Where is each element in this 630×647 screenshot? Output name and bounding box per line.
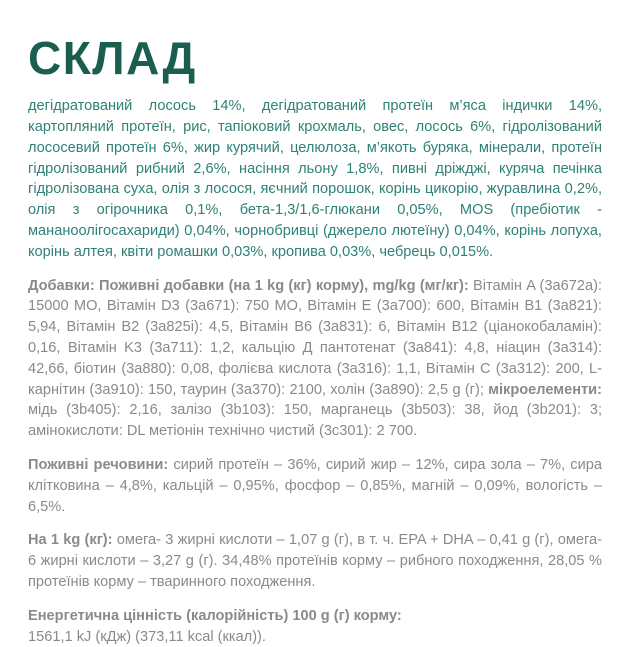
per-kg-text: омега- 3 жирні кислоти – 1,07 g (г), в т. ч. EPA + DHA – 0,41 g (г), омега- 6 жирні кислоти – 3,27 g (г). 34,48% протеїнів корму – рибного походження, 28,05 % протеїнів корму – тваринного походження. xyxy=(28,532,603,591)
page-title: СКЛАД xyxy=(28,32,197,84)
additives-lead: Добавки: Поживні добавки (на 1 kg (кг) корму), mg/kg (мг/кг): xyxy=(28,277,469,294)
energy-heading: Енергетична цінність (калорійність) 100 g (г) корму: xyxy=(28,607,402,624)
additives-vitamins-text: Вітамін A (3a672a): 15000 МО, Вітамін D3 (3a671): 750 МО, Вітамін E (3a700): 600, Вітамін B1 (3a821): 5,94, Вітамін B2 (3a825i): 4,5, Вітамін B6 (3a831): 6, Вітамін B12 (ціанокобаламін): 0,16, Вітамін K3 (3a711): 1,2, кальцію Д пантотенат (3a841): 4,8, ніацин (3a314): 42,66, біотин (3a880): 0,08, фолієва кислота (3a316): 1,1, Вітамін C (3a312): 200, L-карнітин (3a910): 150, таурин (3a370): 2100, холін (3a890): 2,5 g (г); xyxy=(28,277,602,398)
microelements-label: мікроелементи: xyxy=(488,381,602,398)
per-kg-lead: На 1 kg (кг): xyxy=(28,532,113,549)
additives-paragraph xyxy=(28,276,602,442)
nutrients-text: сирий протеїн – 36%, сирий жир – 12%, сира зола – 7%, сира клітковина – 4,8%, кальцій – 0,95%, фосфор – 0,85%, магній – 0,09%, вологість – 6,5%. xyxy=(28,457,602,515)
additives-microelements-text: мідь (3b405): 2,16, залізо (3b103): 150, марганець (3b503): 38, йод (3b201): 3; амінокислоти: DL метіонін технічно чистий (3c301): 2 700. xyxy=(28,402,602,440)
per-kg-paragraph xyxy=(28,530,602,592)
ingredients-paragraph: дегідратований лосось 14%, дегідратований протеїн м’яса індички 14%, картопляний протеїн, рис, тапіоковий крохмаль, овес, лосось 6%, гідролізований лососевий протеїн 6%, жир курячий, целюлоза, м’якоть буряка, мінерали, протеїн гідролізований рибний 2,6%, насіння льону 1,8%, пивні дріжджі, куряча печінка гідролізована суха, олія з лосося, яєчний порошок, корінь цикорію, журавлина 0,2%, олія з огірочника 0,1%, бета-1,3/1,6-глюкани 0,05%, MOS (пребіотик - мананоолігосахариди) 0,04%, чорнобривці (джерело лютеїну) 0,04%, корінь лопуха, корінь алтея, квіти ромашки 0,03%, кропива 0,03%, чебрець 0,015%. xyxy=(28,98,602,260)
energy-value: 1561,1 kJ (кДж) (373,11 kcal (ккал)). xyxy=(28,628,266,645)
nutrients-lead: Поживні речовини: xyxy=(28,457,169,474)
energy-paragraph xyxy=(28,606,602,647)
nutrients-paragraph xyxy=(28,455,602,517)
